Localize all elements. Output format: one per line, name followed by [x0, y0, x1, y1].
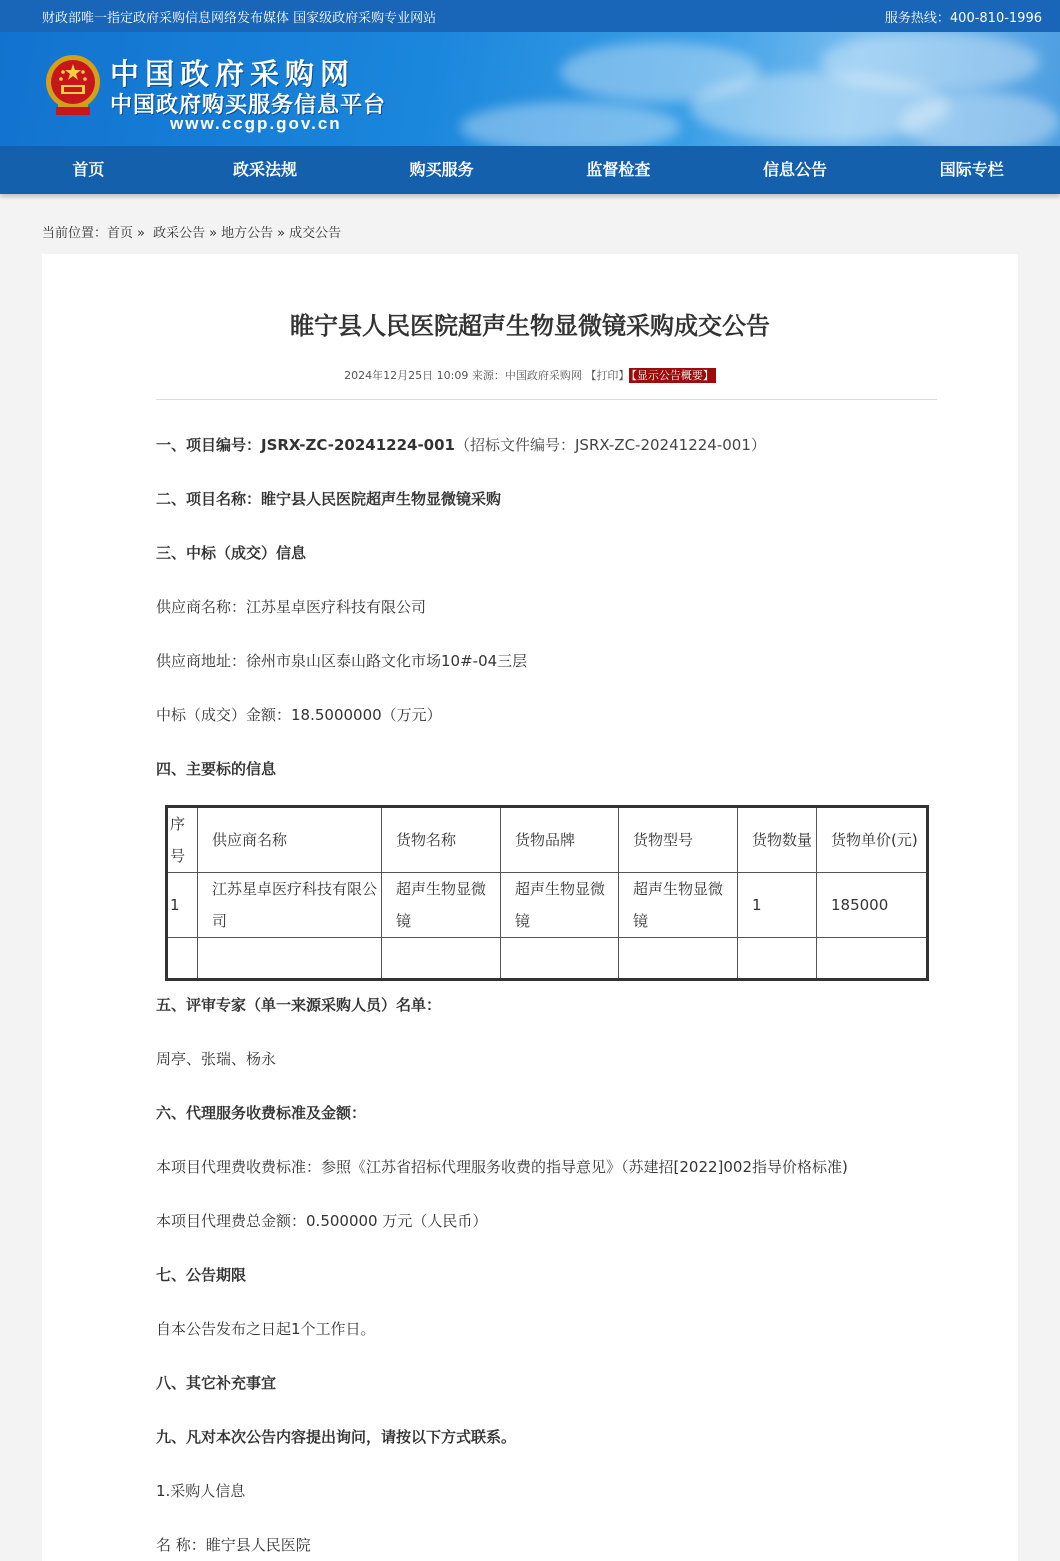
header-cell: 货物单价(元) — [817, 807, 928, 873]
fee-total: 本项目代理费总金额：0.500000 万元（人民币） — [156, 1212, 488, 1230]
supplier-address: 供应商地址：徐州市泉山区泰山路文化市场10#-04三层 — [156, 652, 528, 670]
section-experts: 五、评审专家（单一来源采购人员）名单： — [156, 996, 442, 1014]
project-number: 一、项目编号：JSRX-ZC-20241224-001 — [156, 436, 455, 454]
breadcrumb-procurement-notices[interactable]: 政采公告 — [153, 226, 206, 241]
breadcrumb-sep: » — [137, 226, 145, 241]
breadcrumb-sep: » — [209, 226, 218, 241]
items-table — [165, 805, 929, 981]
table-cell: 超声生物显微镜 — [619, 873, 738, 938]
buyer-info-heading: 1.采购人信息 — [156, 1482, 246, 1500]
breadcrumb-sep: » — [277, 226, 286, 241]
experts-list: 周亭、张瑞、杨永 — [156, 1050, 277, 1068]
main-nav — [0, 146, 1060, 194]
table-cell: 1 — [738, 873, 817, 938]
logo-url: www.ccgp.gov.cn — [170, 114, 342, 133]
section-agency-fee: 六、代理服务收费标准及金额： — [156, 1104, 367, 1122]
tender-doc-number: （招标文件编号：JSRX-ZC-20241224-001） — [455, 436, 766, 454]
table-cell: 1 — [167, 873, 198, 938]
table-cell: 江苏星卓医疗科技有限公司 — [198, 873, 382, 938]
section-other-matters: 八、其它补充事宜 — [156, 1374, 277, 1392]
top-bar-slogan: 财政部唯一指定政府采购信息网络发布媒体 国家级政府采购专业网站 — [42, 10, 437, 26]
logo-subtitle: 中国政府购买服务信息平台 — [110, 92, 387, 118]
table-cell — [167, 938, 198, 980]
section-project-number — [156, 434, 766, 455]
nav-regulations[interactable]: 政采法规 — [233, 160, 298, 179]
table-cell: 超声生物显微镜 — [382, 873, 501, 938]
publish-info: 2024年12月25日 10:09 来源：中国政府采购网 — [344, 369, 586, 382]
buyer-name: 名 称：睢宁县人民医院 — [156, 1536, 311, 1554]
header-cell: 货物品牌 — [501, 807, 619, 873]
breadcrumb — [42, 222, 341, 241]
breadcrumb-deal-notices[interactable]: 成交公告 — [289, 226, 342, 241]
show-summary-button[interactable]: 【显示公告概要】 — [631, 369, 714, 382]
title-divider — [156, 399, 937, 400]
section-main-items: 四、主要标的信息 — [156, 760, 277, 778]
nav-home[interactable]: 首页 — [72, 160, 105, 179]
nav-announcements[interactable]: 信息公告 — [763, 160, 828, 179]
fee-standard: 本项目代理费收费标准：参照《江苏省招标代理服务收费的指导意见》（苏建招[2022]002指导价格标准) — [156, 1158, 848, 1176]
nav-international[interactable]: 国际专栏 — [939, 160, 1004, 179]
service-hotline: 服务热线：400-810-1996 — [884, 10, 1042, 26]
header-cell: 序号 — [167, 807, 198, 873]
table-cell — [738, 938, 817, 980]
header-cell: 货物型号 — [619, 807, 738, 873]
table-row-empty — [167, 938, 928, 980]
header-cell: 供应商名称 — [198, 807, 382, 873]
section-project-name: 二、项目名称：睢宁县人民医院超声生物显微镜采购 — [156, 490, 502, 508]
section-notice-period: 七、公告期限 — [156, 1266, 247, 1284]
table-row — [167, 873, 928, 938]
table-cell — [198, 938, 382, 980]
header-cell: 货物名称 — [382, 807, 501, 873]
table-cell: 185000 — [817, 873, 928, 938]
table-cell: 超声生物显微镜 — [501, 873, 619, 938]
breadcrumb-prefix: 当前位置： — [42, 226, 108, 241]
nav-purchase-services[interactable]: 购买服务 — [409, 160, 474, 179]
top-bar — [0, 0, 1060, 32]
table-header-row — [167, 807, 928, 873]
section-award-info: 三、中标（成交）信息 — [156, 544, 307, 562]
table-cell — [817, 938, 928, 980]
national-emblem-icon[interactable] — [44, 52, 102, 120]
table-cell — [382, 938, 501, 980]
article-container — [42, 254, 1018, 1561]
nav-supervision[interactable]: 监督检查 — [586, 160, 651, 179]
breadcrumb-local-notices[interactable]: 地方公告 — [221, 226, 274, 241]
supplier-name: 供应商名称：江苏星卓医疗科技有限公司 — [156, 598, 427, 616]
table-cell — [619, 938, 738, 980]
section-contact: 九、凡对本次公告内容提出询问，请按以下方式联系。 — [156, 1428, 517, 1446]
table-cell — [501, 938, 619, 980]
site-banner — [0, 32, 1060, 146]
article-title: 睢宁县人民医院超声生物显微镜采购成交公告 — [290, 312, 770, 340]
article-meta — [42, 367, 1018, 383]
award-amount: 中标（成交）金额：18.5000000（万元） — [156, 706, 442, 724]
notice-period: 自本公告发布之日起1个工作日。 — [156, 1320, 376, 1338]
logo-title: 中国政府采购网 — [110, 57, 356, 91]
print-link[interactable]: 【打印】 — [585, 369, 630, 382]
header-cell: 货物数量 — [738, 807, 817, 873]
breadcrumb-home[interactable]: 首页 — [107, 226, 134, 241]
